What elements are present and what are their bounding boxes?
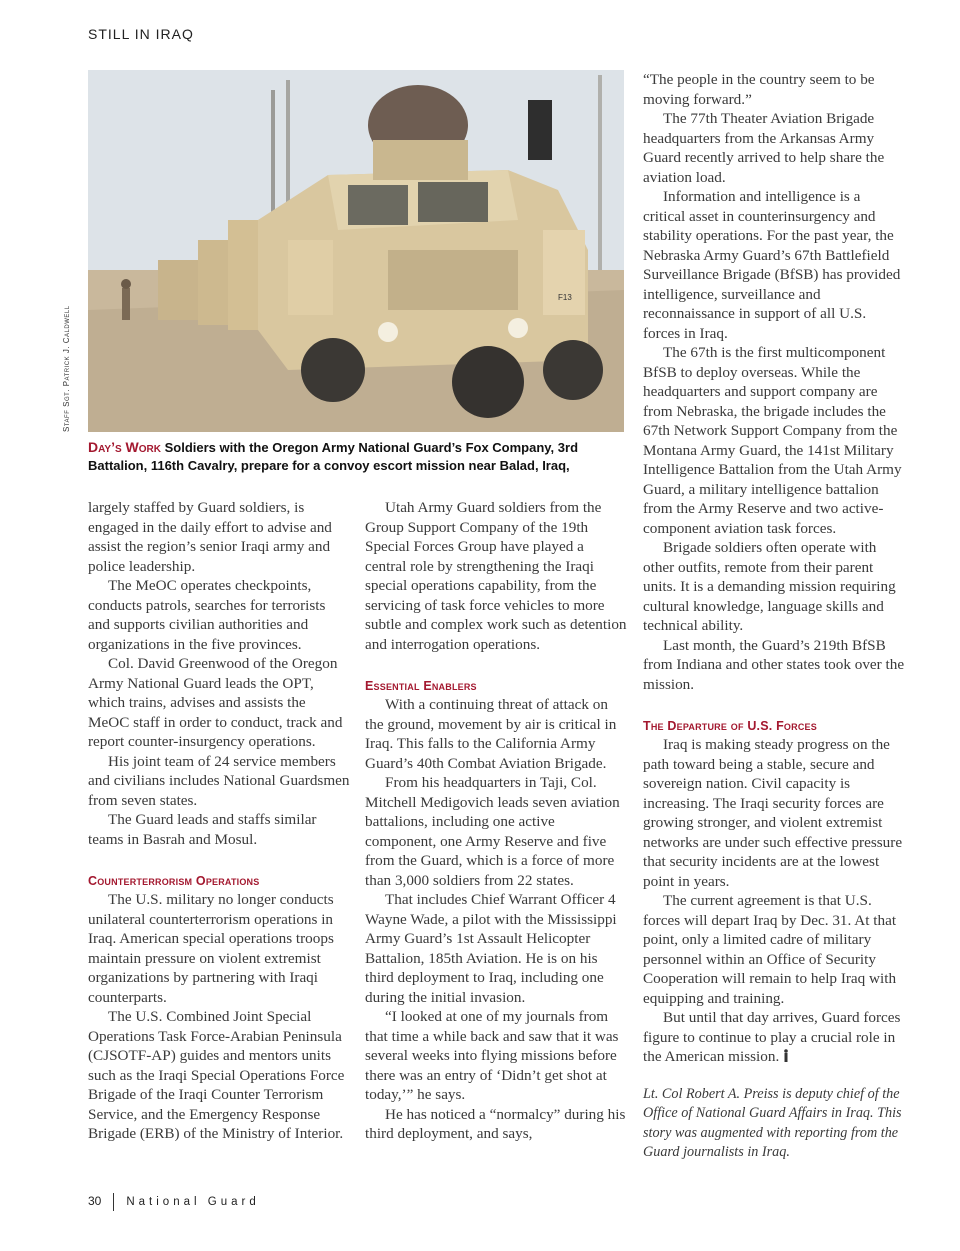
convoy-photo [88,70,624,432]
paragraph: “The people in the country seem to be moving forward.” [643,71,875,108]
caption-text: Soldiers with the Oregon Army National Guard’s Fox Company, 3rd Battalion, 116th Cavalry, prepare for a convoy escort mission near Balad, Iraq, [88,440,579,473]
footer-divider [113,1193,114,1211]
paragraph: His joint team of 24 service members and civilians includes National Guardsmen from seven states. [88,752,350,809]
section-heading: Essential Enablers [365,679,477,693]
paragraph: “I looked at one of my journals from that time a while back and saw that it was several weeks into flying missions before there was an entry of ‘Didn’t get shot at today,’” he says. [365,1008,619,1103]
article-column-1 [88,498,350,1144]
caption-kicker: Day’s Work [88,439,161,455]
section-header: STILL IN IRAQ [88,26,194,42]
paragraph: Information and intelligence is a critical asset in counterinsurgency and stability operations. For the past year, the Nebraska Army Guard’s 67th Battlefield Surveillance Brigade (BfSB) has provided intelligence, surveillance and reconnaissance in support of all U.S. forces in Iraq. [643,188,901,342]
vehicle-plate: F13 [558,293,572,302]
article-column-2 [365,498,627,1144]
paragraph: largely staffed by Guard soldiers, is engaged in the daily effort to advise and assist the region’s senior Iraqi army and police leadership. [88,499,332,575]
paragraph: Brigade soldiers often operate with other outfits, remote from their parent units. It is a demanding mission requiring cultural knowledge, language skills and technical ability. [643,539,896,634]
end-mark-icon [783,1049,789,1063]
paragraph: The 77th Theater Aviation Brigade headquarters from the Arkansas Army Guard recently arrived to help share the aviation load. [643,110,885,186]
magazine-name: National Guard [126,1196,260,1209]
paragraph: The 67th is the first multicomponent BfSB to deploy overseas. While the headquarters and support company are from Nebraska, the brigade includes the 67th Network Support Company from the Montana Army Guard, the 141st Military Intelligence Battalion from the Utah Army Guard, a military intelligence battalion from the Army Reserve and two active-component aviation task forces. [643,344,902,537]
section-heading: Counterterrorism Operations [88,874,260,888]
article-column-3 [643,70,905,1163]
paragraph: The MeOC operates checkpoints, conducts patrols, searches for terrorists and supports civilian authorities and organizations in the five provinces. [88,577,326,653]
paragraph: He has noticed a “normalcy” during his third deployment, and says, [365,1105,626,1142]
author-byline: Lt. Col Robert A. Preiss is deputy chief of the Office of National Guard Affairs in Iraq. This story was augmented with reporting from the Guard journalists in Iraq. [643,1085,902,1160]
paragraph: Iraq is making steady progress on the path toward being a stable, secure and sovereign nation. Civil capacity is increasing. The Iraqi security forces are growing stronger, and violent extremist networks are under such effective pressure that security incidents are at the lowest point in years. [643,736,903,890]
section-heading: The Departure of U.S. Forces [643,719,817,733]
paragraph: The U.S. Combined Joint Special Operations Task Force-Arabian Peninsula (CJSOTF-AP) guides and mentors units such as the Iraqi Special Operations Force Brigade of the Iraqi Counter Terrorism Service, and the Emergency Response Brigade (ERB) of the Ministry of Interior. [88,1008,345,1142]
closing-text: But until that day arrives, Guard forces figure to continue to play a crucial role in the American mission. [643,1009,901,1065]
page-footer [88,1193,260,1211]
paragraph [643,1008,905,1067]
paragraph: Col. David Greenwood of the Oregon Army National Guard leads the OPT, which trains, advises and assists the MeOC staff in order to conduct, track and report counter-insurgency operations. [88,655,343,750]
photo-credit: Staff Sgt. Patrick J. Caldwell [62,305,71,432]
mrap-vehicle-illustration [88,70,624,432]
photo-caption [88,438,624,475]
paragraph: Utah Army Guard soldiers from the Group Support Company of the 19th Special Forces Group have played a central role by strengthening the Iraqi special operations capability, from the servicing of task force vehicles to more subtle and complex work such as detention and interrogation operations. [365,499,627,653]
paragraph: Last month, the Guard’s 219th BfSB from Indiana and other states took over the mission. [643,636,905,693]
paragraph: The Guard leads and staffs similar teams in Basrah and Mosul. [88,811,317,848]
paragraph: The current agreement is that U.S. forces will depart Iraq by Dec. 31. At that point, only a limited cadre of military personnel within an Office of Security Cooperation will remain to help Iraq with equipping and training. [643,892,897,1007]
paragraph: The U.S. military no longer conducts unilateral counterterrorism operations in Iraq. American special operations troops maintain pressure on violent extremist organizations by partnering with Iraqi counterparts. [88,891,334,1006]
paragraph: With a continuing threat of attack on the ground, movement by air is critical in Iraq. This falls to the California Army Guard’s 40th Combat Aviation Brigade. [365,696,617,772]
paragraph: From his headquarters in Taji, Col. Mitchell Medigovich leads seven aviation battalions, including one active component, one Army Reserve and five from the Guard, which is a force of more than 3,000 soldiers from 22 states. [365,774,620,889]
page-number: 30 [88,1194,102,1209]
paragraph: That includes Chief Warrant Officer 4 Wayne Wade, a pilot with the Mississippi Army Guard’s 1st Assault Helicopter Battalion, 185th Aviation. He is on his third deployment to Iraq, including one during the initial invasion. [365,891,617,1006]
